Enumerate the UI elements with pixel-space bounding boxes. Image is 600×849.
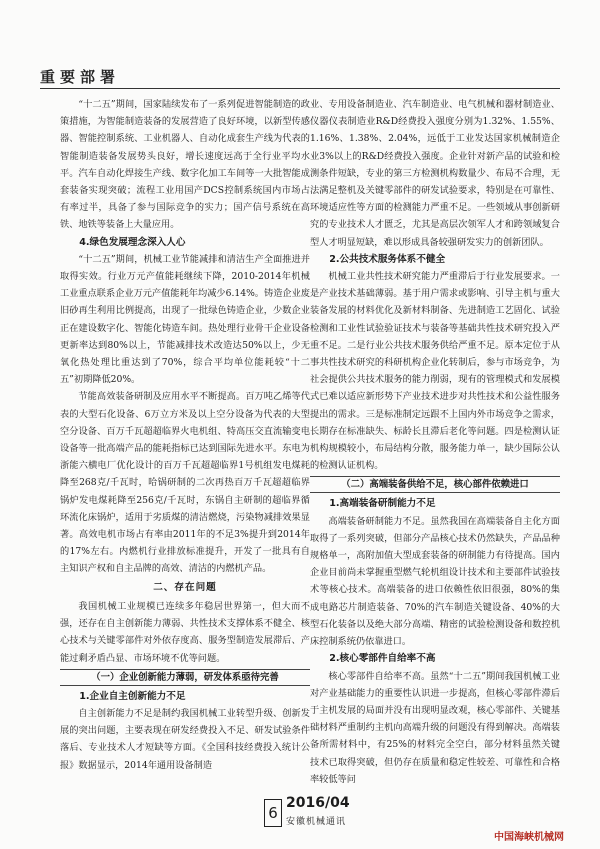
paragraph: 自主创新能力不足是制约我国机械工业转型升级、创新发展的突出问题，主要表现在研发经费投入不足、研发试验条件落后、专业技术人才短缺等方面。《全国科技经费投入统计公报》数据显示，2014年通用设备制造	[60, 707, 310, 771]
site-watermark: 中国海峡机械网	[494, 832, 564, 843]
subheading: 1.高端装备研制能力不足	[329, 498, 436, 510]
page-number: 6	[264, 799, 282, 827]
section-header: 重要部署	[40, 68, 121, 86]
issue-number: 2016/04	[286, 795, 350, 811]
boxed-heading: （二）高端装备供给不足，核心部件依赖进口	[310, 476, 560, 493]
subheading: 4.绿色发展理念深入人心	[79, 236, 186, 248]
paragraph: 高端装备研制能力不足。虽然我国在高端装备自主化方面取得了一系列突破，但部分产品核心技术仍然缺失，产品品种规格单一，高附加值大型成套装备的研制能力有待提高。国内企业目前尚未掌握重型燃气轮机组设计技术和主要部件试验技术等核心技术。高端装备的进口依赖性依旧很强，80%的集成电路芯片制造装备、70%的汽车制造关键设备、40%的大型石化装备以及绝大部分高端、精密的试验检测设备和数控机床控制系统仍依靠进口。	[310, 515, 560, 648]
paragraph: 业、专用设备制造业、汽车制造业、电气机械和器材制造业、仪器仪表制造业R&D经费投入强度分别为1.32%、1.55%、1.16%、1.38%、2.04%，远低于工业发达国家机械制造企业3%以上的R&D经费投入强度。企业针对新产品的试验和检测条件短缺，专业的第三方检测机构数量少、布局不合理，无法满足整机及关键零部件的研发试验要求，特别是在可靠性、环境适应性等方面的检测能力严重不足。一些领域从事创新研究的专业技术人才匮乏，尤其是高层次领军人才和跨领域复合型人才明显短缺，难以形成具备较强研发实力的创新团队。	[310, 99, 560, 248]
subheading: 2.公共技术服务体系不健全	[329, 253, 446, 265]
paragraph: “十二五”期间，机械工业节能减排和清洁生产全面推进并取得实效。行业万元产值能耗继续下降，2010-2014年机械工业重点联系企业万元产值能耗年均减少6.14%。铸造企业废旧砂再生利用比例提高，出现了一批绿色铸造企业，少数企业正在建设数字化、智能化铸造车间。热处理行业骨干企业设备更新率达到80%以上，节能减排技术改造达50%以上，少无氧化热处理比重达到了70%，综合平均单位能耗较“十二五”初期降低20%。	[60, 253, 310, 386]
magazine-name: 安徽机械通讯	[286, 817, 347, 827]
header-rule	[40, 88, 560, 89]
section-heading: 二、存在问题	[153, 581, 217, 593]
paragraph: 我国机械工业规模已连续多年稳居世界第一，但大而不强，还存在自主创新能力薄弱、共性技术支撑体系不健全、核心技术与关键零部件对外依存度高、服务型制造发展滞后、产能过剩矛盾凸显、市场环境不优等问题。	[60, 600, 310, 664]
paragraph: “十二五”期间，国家陆续发布了一系列促进智能制造的政策措施，为智能制造装备的发展营造了良好环境，以新型传感器、智能控制系统、工业机器人、自动化成套生产线为代表的智能制造装备发展势头良好，增长速度远高于全行业平均水平。汽车自动化焊接生产线、数字化加工车间等一大批智能成套装备实现突破；流程工业用国产DCS控制系统国内市场占有率过半，具备了参与国际竞争的实力；国产信号系统在高铁、地铁等装备上大量应用。	[60, 99, 310, 231]
subheading: 2.核心零部件自给率不高	[329, 653, 436, 665]
paragraph: 节能高效装备研制及应用水平不断提高。百万吨乙烯等代表的大型石化设备、6万立方米及以上空分设备为代表的大型空分设备、百万千瓦超超临界火电机组、特高压交直流输变电设备等一批高端产品的能耗指标已达到国际先进水平。东电为浙能六横电厂优化设计的百万千瓦超超临界1号机组发电煤耗降至268克/千瓦时，哈锅研制的二次再热百万千瓦超超临界锅炉发电煤耗降至256克/千瓦时，东锅自主研制的超临界循环流化床锅炉，适用于劣质煤的清洁燃烧，污染物减排效果显著。高效电机市场占有率由2011年的不足3%提升到2014年的17%左右。内燃机行业排放标准提升，开发了一批具有自主知识产权和自主品牌的高效、清洁的内燃机产品。	[60, 391, 310, 575]
paragraph: 机械工业共性技术研究能力严重滞后于行业发展要求。一是产业技术基础薄弱。基于用户需求或影响、引导主机与重大装备发展的材料优化及新材料制备、先进制造工艺固化、试验检测和工业性试验验证技术与装备等基础共性技术研究投入严重不足。二是行业公共技术服务供给严重不足。原本定位于从事共性技术研究的科研机构企业化转制后，参与市场竞争，为社会提供公共技术服务的能力削弱，现有的管理模式和发展模式已难以适应新形势下产业技术进步对共性技术和公益性服务提出的需求。三是标准制定远跟不上国内外市场竞争之需求，长期存在标准缺失、标龄长且滞后老化等问题。四是检测认证机构规模较小，布局结构分散，服务能力单一，缺少国际公认的检测认证机构。	[310, 271, 560, 472]
left-column	[60, 96, 310, 774]
subheading: 1.企业自主创新能力不足	[79, 690, 186, 702]
paragraph: 核心零部件自给率不高。虽然“十二五”期间我国机械工业对产业基础能力的重要性认识进一步提高，但核心零部件滞后于主机发展的局面并没有出现明显改观，核心零部件、关键基础材料严重制约主机向高端升级的问题没有得到解决。高端装备所需材料中，有25%的材料完全空白，部分材料虽然关键技术已取得突破，但仍存在质量和稳定性较差、可靠性和合格率较低等问	[310, 670, 560, 785]
boxed-heading: （一）企业创新能力薄弱，研发体系亟待完善	[60, 669, 310, 686]
right-column	[310, 96, 560, 788]
